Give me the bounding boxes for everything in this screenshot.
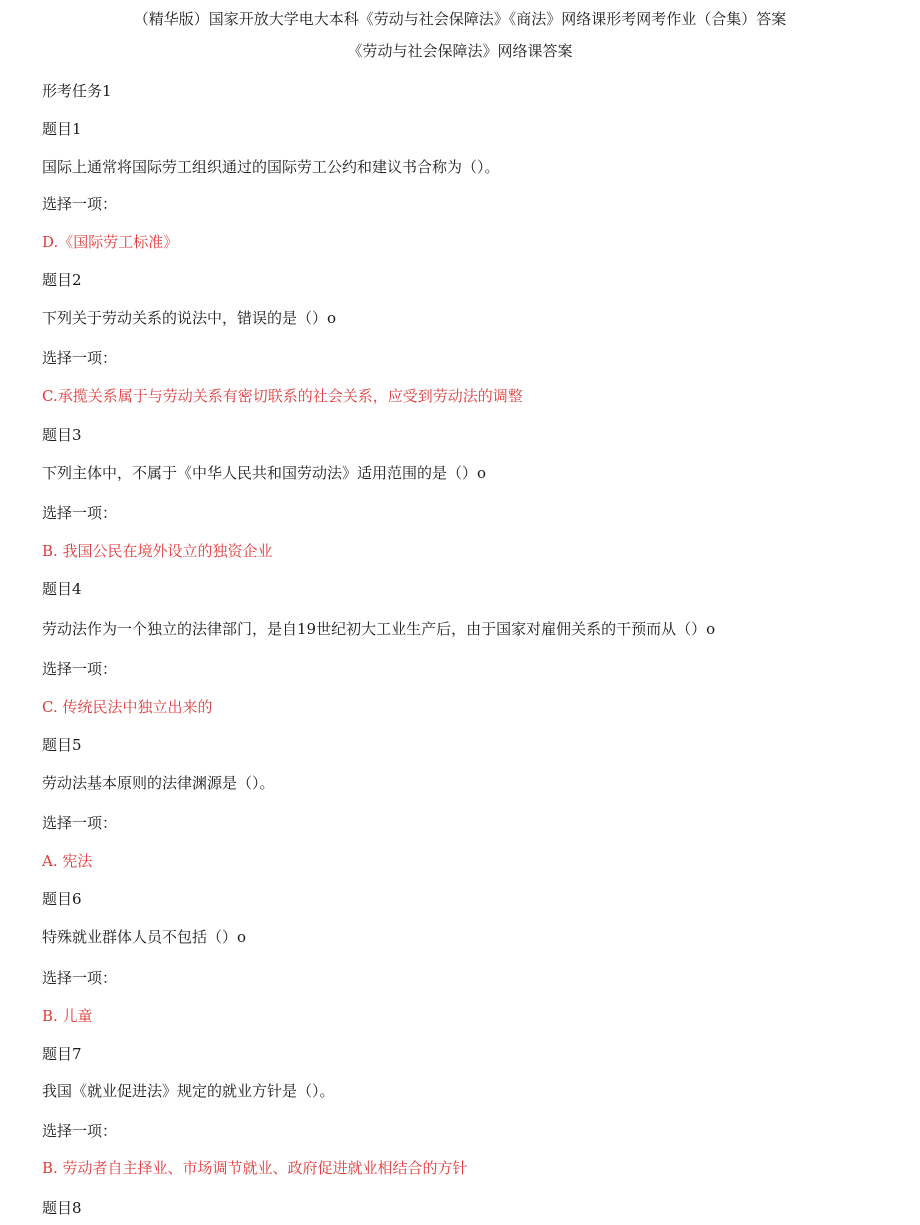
choice-prompt: 选择一项： <box>42 660 118 678</box>
question-number: 题目2 <box>42 271 82 289</box>
answer-text: D.《国际劳工标准》 <box>42 233 179 251</box>
question-text: 下列主体中，不属于《中华人民共和国劳动法》适用范围的是（）o <box>42 464 487 482</box>
choice-prompt: 选择一项： <box>42 814 118 832</box>
question-text: 劳动法基本原则的法律渊源是（）。 <box>42 774 275 792</box>
question-text: 国际上通常将国际劳工组织通过的国际劳工公约和建议书合称为（）。 <box>42 158 500 176</box>
answer-text: B. 儿童 <box>42 1007 93 1025</box>
document-subtitle: 《劳动与社会保障法》网络课答案 <box>347 42 573 60</box>
question-text: 劳动法作为一个独立的法律部门，是自19世纪初大工业生产后，由于国家对雇佣关系的干预而从（）o <box>42 620 716 638</box>
choice-prompt: 选择一项： <box>42 1122 118 1140</box>
choice-prompt: 选择一项： <box>42 969 118 987</box>
question-number: 题目8 <box>42 1199 82 1217</box>
section-heading: 形考任务1 <box>42 82 112 100</box>
choice-prompt: 选择一项： <box>42 504 118 522</box>
question-number: 题目7 <box>42 1045 82 1063</box>
question-number: 题目6 <box>42 890 82 908</box>
question-number: 题目4 <box>42 580 82 598</box>
document-title: （精华版）国家开放大学电大本科《劳动与社会保障法》《商法》网络课形考网考作业（合集）答案 <box>133 10 787 28</box>
question-text: 下列关于劳动关系的说法中，错误的是（）o <box>42 309 337 327</box>
question-number: 题目3 <box>42 426 82 444</box>
question-text: 特殊就业群体人员不包括（）o <box>42 928 247 946</box>
choice-prompt: 选择一项： <box>42 195 118 213</box>
answer-text: C. 传统民法中独立出来的 <box>42 698 213 716</box>
answer-text: A. 宪法 <box>42 852 93 870</box>
answer-text: B. 我国公民在境外设立的独资企业 <box>42 542 273 560</box>
question-number: 题目5 <box>42 736 82 754</box>
choice-prompt: 选择一项： <box>42 349 118 367</box>
answer-text: C.承揽关系属于与劳动关系有密切联系的社会关系，应受到劳动法的调整 <box>42 387 523 405</box>
answer-text: B. 劳动者自主择业、市场调节就业、政府促进就业相结合的方针 <box>42 1159 468 1177</box>
question-number: 题目1 <box>42 120 82 138</box>
question-text: 我国《就业促进法》规定的就业方针是（）。 <box>42 1082 335 1100</box>
